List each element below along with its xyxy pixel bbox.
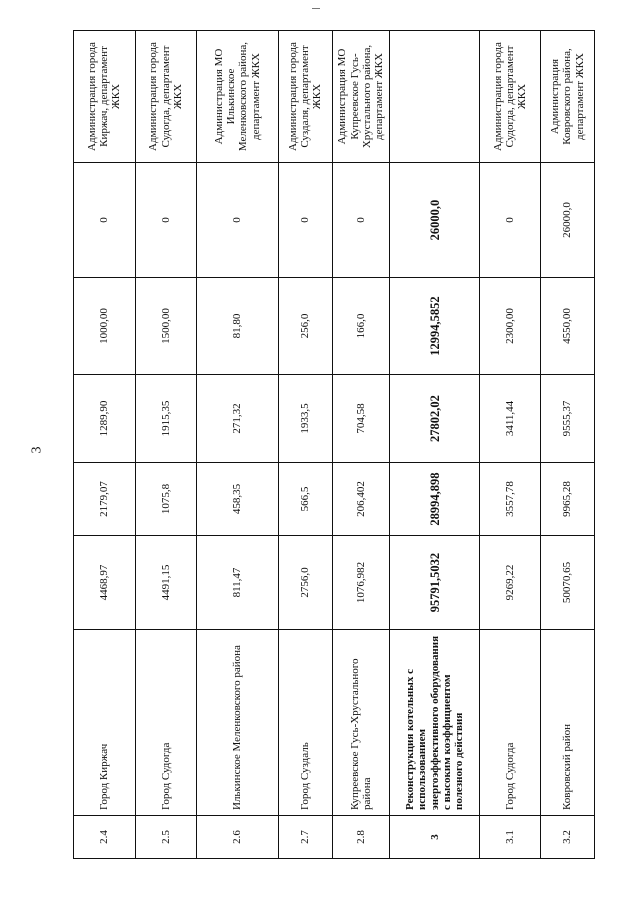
- value-col4-cell: 4550,00: [540, 278, 594, 375]
- object-name-cell: Купреевское Гусь-Хрустального района: [332, 630, 390, 816]
- table-row: [480, 31, 540, 859]
- row-number-cell: 3.2: [540, 816, 594, 859]
- value-col5-cell: 0: [135, 163, 197, 278]
- object-name-cell: Ковровский район: [540, 630, 594, 816]
- value-col3-cell: 9555,37: [540, 375, 594, 463]
- value-col3-cell: 1933,5: [278, 375, 332, 463]
- value-col5-cell: 0: [278, 163, 332, 278]
- responsible-party-cell: Администрация МО Илькинское Меленковского района, департамент ЖКХ: [197, 31, 279, 163]
- value-col2-cell: 206,402: [332, 463, 390, 536]
- rotated-table-container: [73, 31, 595, 859]
- object-name-cell: Город Киржач: [74, 630, 136, 816]
- value-col5-cell: 0: [480, 163, 540, 278]
- value-col3-cell: 3411,44: [480, 375, 540, 463]
- row-number-cell: 3: [390, 816, 480, 859]
- object-name-cell: Реконструкция котельных с использованием энергоэффективного оборудования с высоким коэффициентом полезного действия: [390, 630, 480, 816]
- value-col4-cell: 81,80: [197, 278, 279, 375]
- value-col5-cell: 26000,0: [390, 163, 480, 278]
- total-cost-cell: 811,47: [197, 536, 279, 630]
- table-row: [74, 31, 136, 859]
- value-col5-cell: 0: [332, 163, 390, 278]
- table-row: [390, 31, 480, 859]
- responsible-party-cell: Администрация города Судогда, департамент ЖКХ: [135, 31, 197, 163]
- object-name-cell: Город Судогда: [480, 630, 540, 816]
- total-cost-cell: 50070,65: [540, 536, 594, 630]
- table-row: [332, 31, 390, 859]
- total-cost-cell: 1076,982: [332, 536, 390, 630]
- value-col2-cell: 2179,07: [74, 463, 136, 536]
- value-col3-cell: 1289,90: [74, 375, 136, 463]
- responsible-party-cell: Администрация Ковровского района, департамент ЖКХ: [540, 31, 594, 163]
- value-col3-cell: 27802,02: [390, 375, 480, 463]
- responsible-party-cell: Администрация города Судогда, департамент ЖКХ: [480, 31, 540, 163]
- budget-table: [73, 30, 595, 859]
- value-col4-cell: 2300,00: [480, 278, 540, 375]
- table-row: [135, 31, 197, 859]
- value-col2-cell: 28994,898: [390, 463, 480, 536]
- value-col3-cell: 271,32: [197, 375, 279, 463]
- value-col5-cell: 0: [197, 163, 279, 278]
- row-number-cell: 2.7: [278, 816, 332, 859]
- table-row: [278, 31, 332, 859]
- value-col4-cell: 256,0: [278, 278, 332, 375]
- row-number-cell: 2.6: [197, 816, 279, 859]
- page-number: 3: [29, 446, 45, 454]
- total-cost-cell: 2756,0: [278, 536, 332, 630]
- row-number-cell: 2.5: [135, 816, 197, 859]
- value-col3-cell: 704,58: [332, 375, 390, 463]
- table-body: [74, 31, 595, 859]
- total-cost-cell: 9269,22: [480, 536, 540, 630]
- stray-pen-mark: [312, 8, 320, 9]
- row-number-cell: 3.1: [480, 816, 540, 859]
- value-col2-cell: 1075,8: [135, 463, 197, 536]
- total-cost-cell: 95791,5032: [390, 536, 480, 630]
- value-col2-cell: 9965,28: [540, 463, 594, 536]
- table-row: [540, 31, 594, 859]
- table-row: [197, 31, 279, 859]
- value-col5-cell: 0: [74, 163, 136, 278]
- total-cost-cell: 4491,15: [135, 536, 197, 630]
- object-name-cell: Город Судогда: [135, 630, 197, 816]
- responsible-party-cell: [390, 31, 480, 163]
- value-col2-cell: 3557,78: [480, 463, 540, 536]
- value-col2-cell: 566,5: [278, 463, 332, 536]
- value-col4-cell: 1500,00: [135, 278, 197, 375]
- total-cost-cell: 4468,97: [74, 536, 136, 630]
- responsible-party-cell: Администрация МО Купреевское Гусь-Хрустального района, департамент ЖКХ: [332, 31, 390, 163]
- responsible-party-cell: Администрация города Суздаля, департамент ЖКХ: [278, 31, 332, 163]
- responsible-party-cell: Администрация города Киржач, департамент ЖКХ: [74, 31, 136, 163]
- row-number-cell: 2.4: [74, 816, 136, 859]
- row-number-cell: 2.8: [332, 816, 390, 859]
- value-col3-cell: 1915,35: [135, 375, 197, 463]
- object-name-cell: Город Суздаль: [278, 630, 332, 816]
- value-col4-cell: 12994,5852: [390, 278, 480, 375]
- value-col2-cell: 458,35: [197, 463, 279, 536]
- value-col5-cell: 26000,0: [540, 163, 594, 278]
- value-col4-cell: 166,0: [332, 278, 390, 375]
- value-col4-cell: 1000,00: [74, 278, 136, 375]
- object-name-cell: Илькинское Меленковского района: [197, 630, 279, 816]
